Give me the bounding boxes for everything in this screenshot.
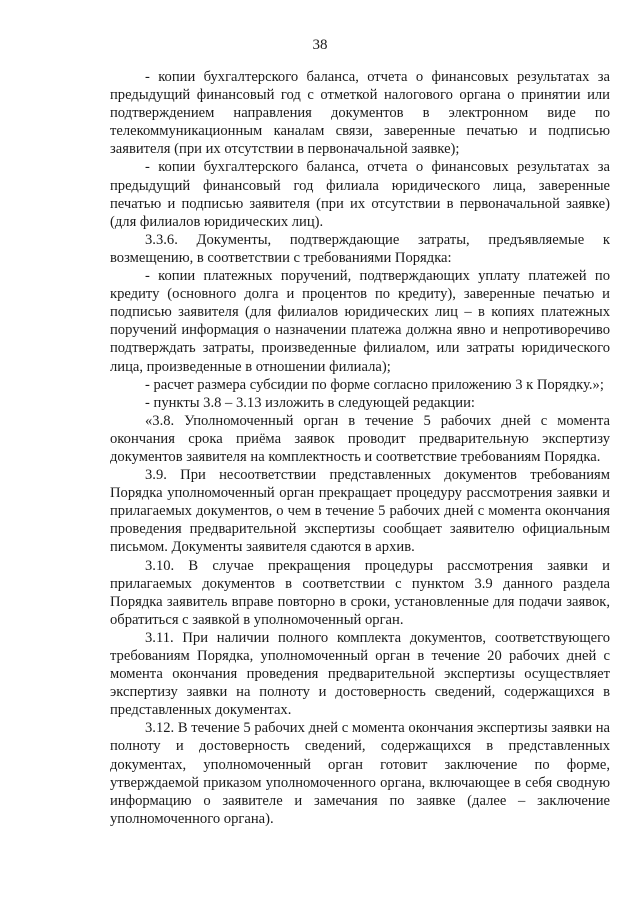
paragraph: - расчет размера субсидии по форме согласно приложению 3 к Порядку.»; <box>145 376 604 393</box>
paragraph: - копии бухгалтерского баланса, отчета о финансовых результатах за предыдущий финансовый год филиала юридического лица, заверенные печатью и подписью заявителя (при их отсутствии в первоначальной заявке) (для филиалов юридических лиц). <box>110 159 610 230</box>
paragraph: 3.10. В случае прекращения процедуры рассмотрения заявки и прилагаемых документов в соответствии с пунктом 3.9 данного раздела Порядка заявитель вправе повторно в сроки, установленные для подачи заявок, обратиться с заявкой в уполномоченный орган. <box>110 557 610 628</box>
paragraph: 3.12. В течение 5 рабочих дней с момента окончания экспертизы заявки на полноту и достоверность сведений, содержащихся в представленных документах, уполномоченный орган готовит заключение по форме, утверждаемой приказом уполномоченного органа, включающее в себя сводную информацию о заявителе и замечания по заявке (далее – заключение уполномоченного органа). <box>110 720 610 827</box>
paragraph: 3.9. При несоответствии представленных документов требованиям Порядка уполномоченный орган прекращает процедуру рассмотрения заявки и прилагаемых документов, о чем в течение 5 рабочих дней с момента окончания проведения предварительной экспертизы сообщает заявителю официальным письмом. Документы заявителя сдаются в архив. <box>110 467 610 556</box>
paragraph: 3.11. При наличии полного комплекта документов, соответствующего требованиям Порядка, уполномоченный орган в течение 20 рабочих дней с момента окончания проведения предварительной экспертизы осуществляет экспертизу заявки на полноту и достоверность сведений, содержащихся в представленных документах. <box>110 629 610 719</box>
paragraph: - копии платежных поручений, подтверждающих уплату платежей по кредиту (основного долга и процентов по кредиту), заверенные печатью и подписью заявителя (для филиалов юридических лиц – в копиях платежных поручений информация о назначении платежа должна явно и непротиворечиво подтверждать затраты, произведенные филиалом, или затраты юридического лица, произведенные в отношении филиала); <box>110 268 610 375</box>
paragraph: - копии бухгалтерского баланса, отчета о финансовых результатах за предыдущий финансовый год с отметкой налогового органа о принятии или подтверждением направления документов в электронном виде по телекоммуникационным каналам связи, заверенные печатью и подписью заявителя (при их отсутствии в первоначальной заявке); <box>110 69 610 158</box>
paragraph: 3.3.6. Документы, подтверждающие затраты, предъявляемые к возмещению, в соответствии с требованиями Порядка: <box>110 231 610 266</box>
document-body <box>110 68 610 828</box>
paragraph: «3.8. Уполномоченный орган в течение 5 рабочих дней с момента окончания срока приёма заявок проводит предварительную экспертизу документов заявителя на комплектность и соответствие требованиям Порядка. <box>110 412 610 465</box>
page-number: 38 <box>312 37 328 53</box>
paragraph: - пункты 3.8 – 3.13 изложить в следующей редакции: <box>145 394 475 411</box>
